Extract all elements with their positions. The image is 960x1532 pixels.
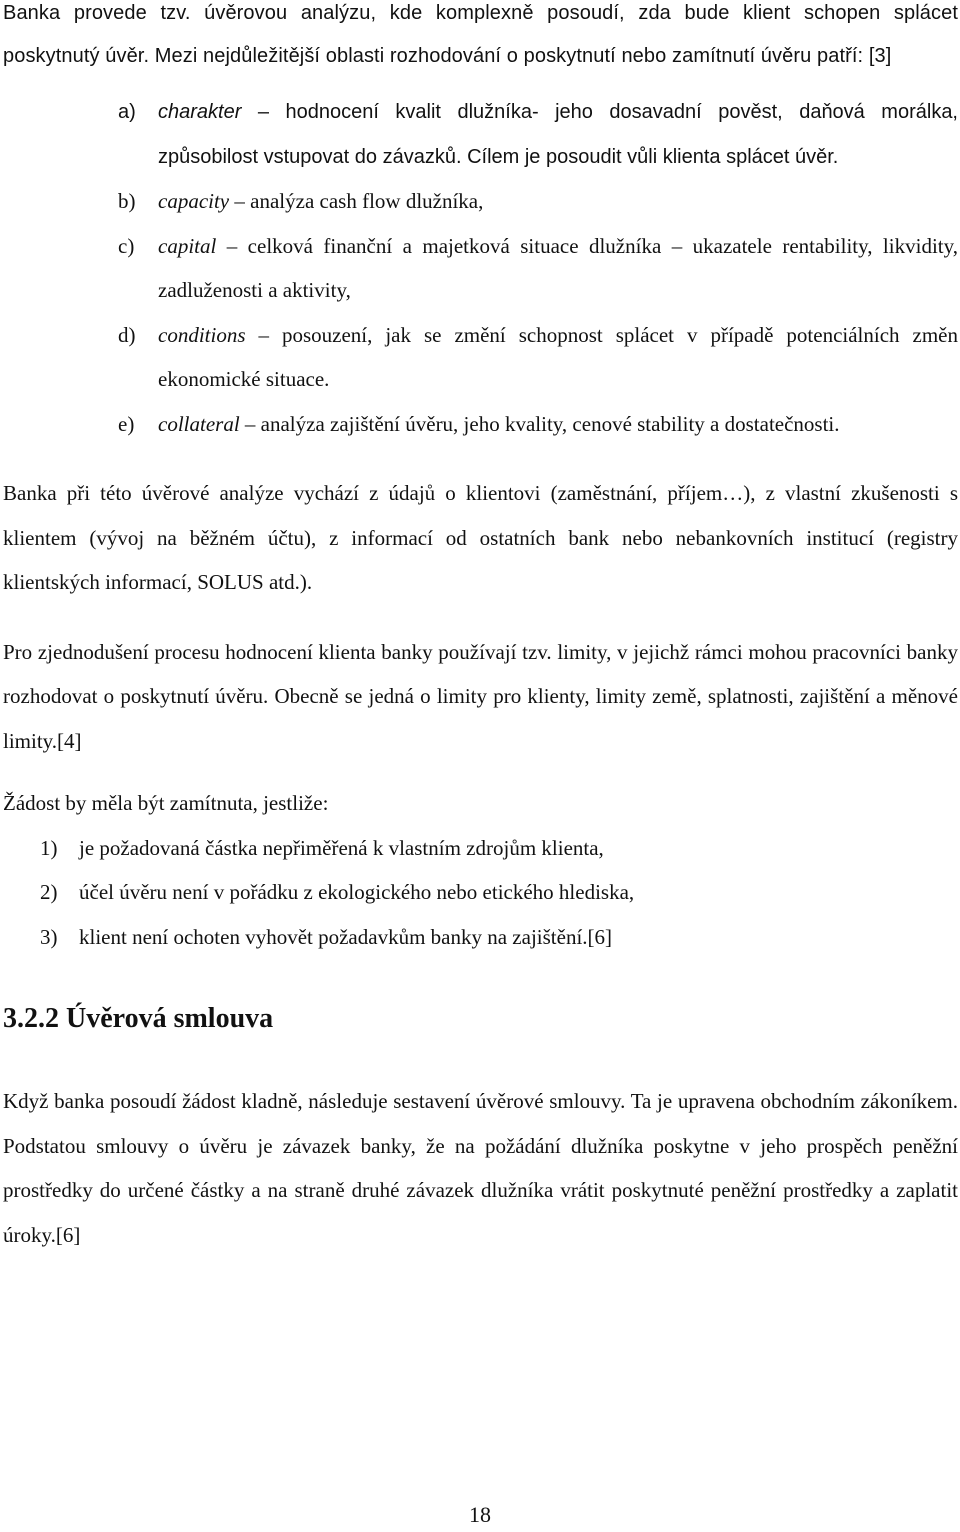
rejection-reason-item bbox=[3, 826, 958, 871]
rejection-intro: Žádost by měla být zamítnuta, jestliže: bbox=[3, 791, 329, 815]
section-heading: 3.2.2 Úvěrová smlouva bbox=[3, 1003, 274, 1034]
rejection-reason-number: 3) bbox=[40, 924, 58, 949]
page-number: 18 bbox=[469, 1502, 491, 1527]
credit-criteria-list bbox=[3, 90, 958, 446]
rejection-reason-text: klient není ochoten vyhovět požadavkům banky na zajištění.[6] bbox=[79, 924, 613, 949]
criteria-letter: d) bbox=[118, 322, 136, 347]
criteria-letter: c) bbox=[118, 233, 135, 258]
criteria-letter: a) bbox=[118, 101, 136, 123]
rejection-reason-text: je požadovaná částka nepřiměřená k vlastním zdrojům klienta, bbox=[79, 835, 604, 860]
criteria-item bbox=[3, 179, 958, 224]
criteria-text: – posouzení, jak se změní schopnost splácet v případě potenciálních změn ekonomické situace. bbox=[158, 322, 958, 391]
criteria-term: capacity bbox=[158, 189, 230, 213]
criteria-term: capital bbox=[158, 233, 217, 258]
rejection-reason-number: 2) bbox=[40, 880, 58, 904]
document-page bbox=[3, 0, 958, 1257]
criteria-term: collateral bbox=[158, 411, 240, 436]
rejection-reason-item bbox=[3, 870, 958, 915]
criteria-term: conditions bbox=[158, 322, 246, 347]
criteria-item bbox=[3, 313, 958, 402]
rejection-reason-item bbox=[3, 915, 958, 960]
limits-paragraph: Pro zjednodušení procesu hodnocení klienta banky používají tzv. limity, v jejichž rámci mohou pracovníci banky rozhodovat o poskytnutí úvěru. Obecně se jedná o limity pro klienty, limity země, splatnosti, zajištění a měnové limity.[4] bbox=[3, 639, 958, 753]
criteria-letter: b) bbox=[118, 189, 136, 213]
criteria-text: – hodnocení kvalit dlužníka- jeho dosavadní pověst, daňová morálka, způsobilost vstupovat do závazků. Cílem je posoudit vůli klienta splácet úvěr. bbox=[158, 101, 958, 168]
sources-paragraph: Banka při této úvěrové analýze vychází z údajů o klientovi (zaměstnání, příjem…), z vlastní zkušenosti s klientem (vývoj na běžném účtu), z informací od ostatních bank nebo nebankovních institucí (registry klientských informací, SOLUS atd.). bbox=[3, 481, 958, 594]
criteria-item bbox=[3, 224, 958, 313]
rejection-reason-number: 1) bbox=[40, 835, 58, 860]
rejection-reason-text: účel úvěru není v pořádku z ekologického nebo etického hlediska, bbox=[79, 880, 635, 904]
intro-paragraph: Banka provede tzv. úvěrovou analýzu, kde komplexně posoudí, zda bude klient schopen splácet poskytnutý úvěr. Mezi nejdůležitější oblasti rozhodování o poskytnutí nebo zamítnutí úvěru patří: [3] bbox=[3, 2, 958, 67]
rejection-reasons-list bbox=[3, 826, 958, 960]
criteria-text: – analýza zajištění úvěru, jeho kvality, cenové stability a dostatečnosti. bbox=[239, 411, 840, 436]
criteria-item bbox=[3, 402, 958, 447]
criteria-text: – celková finanční a majetková situace dlužníka – ukazatele rentability, likvidity, zadluženosti a aktivity, bbox=[158, 233, 958, 302]
criteria-text: – analýza cash flow dlužníka, bbox=[229, 189, 484, 213]
criteria-letter: e) bbox=[118, 411, 135, 436]
criteria-term: charakter bbox=[158, 101, 242, 123]
criteria-item bbox=[3, 90, 958, 179]
loan-agreement-paragraph: Když banka posoudí žádost kladně, následuje sestavení úvěrové smlouvy. Ta je upravena obchodním zákoníkem. Podstatou smlouvy o úvěru je závazek banky, že na požádání dlužníka poskytne v jeho prospěch peněžní prostředky do určené částky a na straně druhé závazek dlužníka vrátit poskytnuté peněžní prostředky a zaplatit úroky.[6] bbox=[3, 1089, 958, 1247]
